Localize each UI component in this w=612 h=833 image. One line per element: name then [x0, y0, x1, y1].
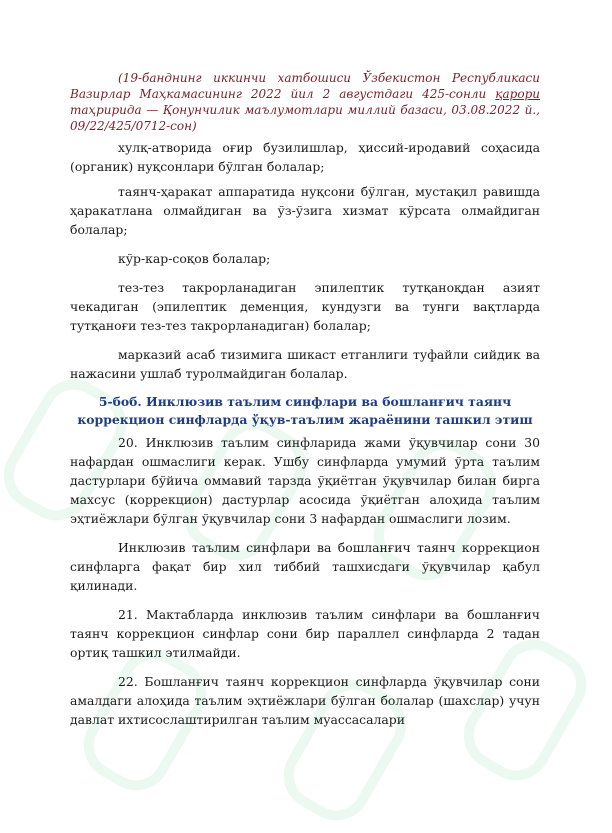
- paragraph: 21. Мактабларда инклюзив таълим синфлари ва бошланғич таянч коррекцион синфлар сони бир параллел синфларда 2 тадан ортиқ ташкил этилмайди.: [70, 607, 540, 660]
- note-text: (19-банднинг иккинчи хатбошиси Ўзбекистон Республикаси Вазирлар Маҳкамасининг 2022 йил 2 августдаги 425-сонли: [70, 71, 540, 101]
- amendment-note: [70, 70, 540, 134]
- chapter-heading: 5-боб. Инклюзив таълим синфлари ва бошланғич таянч коррекцион синфларда ўқув-таълим жараёнини ташкил этиш: [77, 394, 533, 427]
- paragraph: кўр-кар-соқов болалар;: [118, 251, 271, 266]
- paragraph: 22. Бошланғич таянч коррекцион синфларда ўқувчилар сони амалдаги алоҳида таълим эҳтиёжлари бўлган болалар (шахслар) учун давлат ихтисослаштирилган таълим муассасалари: [70, 674, 540, 727]
- paragraph: таянч-ҳаракат аппаратида нуқсони бўлган, мустақил равишда ҳаракатлана олмайдиган ва ўз-ўзига хизмат кўрсата олмайдиган болалар;: [70, 184, 540, 237]
- paragraph: тез-тез такрорланадиган эпилептик тутқаноқдан азият чекадиган (эпилептик деменция, кундузги ва тунги вақтларда тутқаноғи тез-тез такрорланадиган) болалар;: [70, 280, 540, 333]
- paragraph: 20. Инклюзив таълим синфларида жами ўқувчилар сони 30 нафардан ошмаслиги керак. Ушбу синфларда умумий ўрта таълим дастурлари бўйича оммавий тарзда ўқиётган ўқувчилар билан бирга махсус (коррекцион) дастурлар асосида ўқиётган алоҳида таълим эҳтиёжлари бўлган ўқувчилар сони 3 нафардан ошмаслиги лозим.: [70, 435, 540, 526]
- note-text-end: таҳририда — Қонунчилик маълумотлари миллий базаси, 03.08.2022 й., 09/22/425/0712-сон): [70, 103, 540, 133]
- document-page: [70, 70, 540, 739]
- paragraph: марказий асаб тизимига шикаст етганлиги туфайли сийдик ва нажасини ушлаб туролмайдиган болалар.: [70, 347, 540, 381]
- resolution-link[interactable]: қарори: [495, 87, 540, 101]
- paragraph: Инклюзив таълим синфлари ва бошланғич таянч коррекцион синфларга фақат бир хил тиббий ташхисдаги ўқувчилар қабул қилинади.: [70, 540, 540, 593]
- paragraph: хулқ-атворида оғир бузилишлар, ҳиссий-иродавий соҳасида (органик) нуқсонлари бўлган болалар;: [70, 140, 540, 174]
